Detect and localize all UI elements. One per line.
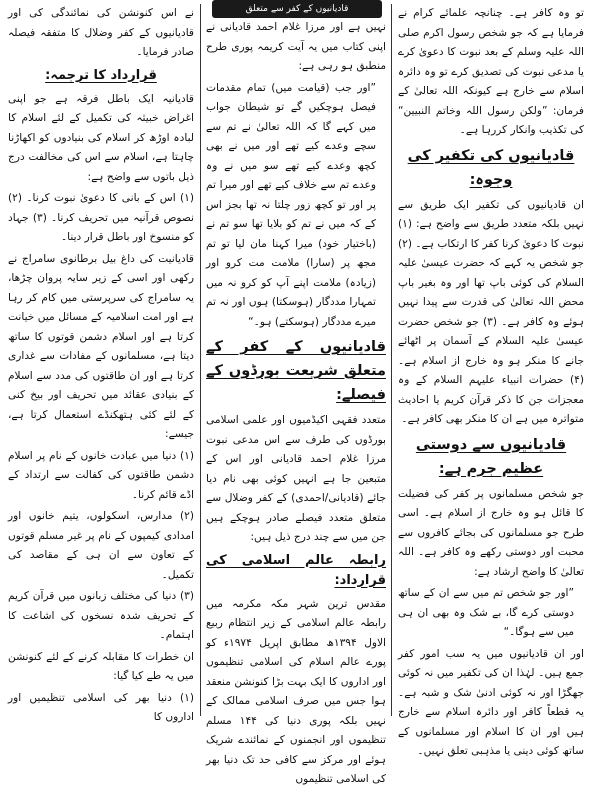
right-quote: ”اور جو شخص تم میں سے ان کے ساتھ دوستی کرے گا، بے شک وہ بھی ان ہی میں سے ہوگا۔“: [398, 587, 574, 638]
right-paragraph-1: تو وہ کافر ہے۔ چنانچہ علمائے کرام نے فرمایا ہے کہ جو شخص رسول اکرم صلی اللہ علیہ وسلم کے بعد نبوت کا دعویٰ کرے یا مدعی نبوت کی تصدیق کرے تو وہ دائرہ اسلام سے خارج ہے کیونکہ اللہ تعالیٰ کے فرمان: ”ولکن رسول اللہ وخاتم النبیین“ کی تکذیب وانکار کررہا ہے۔: [398, 7, 584, 136]
middle-paragraph-3: مقدس ترین شہر مکہ مکرمہ میں رابطہ عالم اسلامی کے زیر انتظام ربیع الاول ۱۳۹۴ھ مطابق اپریل ۱۹۷۴ء کو پورے عالم اسلام کی اسلامی تنظیموں اور اداروں کا ایک بہت بڑا کنونشن منعقد ہوا جس میں صرف اسلامی ممالک کے نہیں بلکہ پوری دنیا کی ۱۴۴ مسلم تنظیموں اور انجمنوں کے نمائندے شریک ہوئے اور مرکز سے کافی حد تک دنیا بھر کی اسلامی تنظیموں: [206, 597, 386, 785]
heading-friendship-crime: قادیانیوں سے دوستی عظیم جرم ہے:: [415, 436, 567, 477]
left-paragraph-2: قادیانیہ ایک باطل فرقہ ہے جو اپنی اغراض خبیثہ کی تکمیل کے لئے اسلام کا لبادہ اوڑھ کر اسلام کی بنیادوں کو اکھاڑنا چاہتا ہے، اسلام سے اس کی مخالفت درج ذیل باتوں سے واضح ہے:: [8, 92, 194, 183]
left-paragraph-1: نے اس کنونشن کی نمائندگی کی اور قادیانیوں کے کفر وضلال کا متفقہ فیصلہ صادر فرمایا۔: [8, 7, 194, 58]
middle-column: [200, 4, 392, 785]
heading-rabita-resolution: رابطہ عالم اسلامی کی قرارداد:: [206, 552, 386, 588]
right-paragraph-4: اور ان قادیانیوں میں یہ سب امور کفر جمع ہیں۔ لہٰذا ان کی تکفیر میں نہ کوئی جھگڑا اور نہ کوئی ادنیٰ شک و شبہ ہے۔ یہ قطعاً کافر اور دائرہ اسلام سے خارج ہیں اور ان کا اسلام اور مسلمانوں کے ساتھ کوئی دینی یا مذہبی تعلق نہیں۔: [398, 647, 584, 757]
left-column: [8, 4, 194, 723]
middle-quote: ”اور جب (قیامت میں) تمام مقدمات فیصل ہوچکیں گے تو شیطان جواب میں کہے گا کہ اللہ تعالیٰ نے تم سے سچے وعدے کیے تھے اور میں نے بھی کچھ وعدے کیے تھے سو میں نے وہ وعدے تم سے خلاف کیے تھے اور میرا تم پر اور تو کچھ زور چلتا نہ تھا بجز اس کے کہ میں نے تم کو بلایا تھا سو تم نے (باختیار خود) میرا کہنا مان لیا تو تم مجھ پر (سارا) ملامت مت کرو اور (زیادہ) ملامت اپنے آپ کو کرو نہ میں تمہارا مددگار (ہوسکتا) ہوں اور نہ تم میرے مددگار (ہوسکتے) ہو۔“: [206, 81, 376, 328]
left-paragraph-3: قادیانیت کی داغ بیل برطانوی سامراج نے رکھی اور اسی کے زیر سایہ پروان چڑھا، یہ سامراج کی سرپرستی میں کام کر رہا ہے اور امت اسلامیہ کے مسائل میں خیانت کرتا ہے اور اسلام دشمن قوتوں کا ساتھ دیتا ہے، مسلمانوں کے مفادات سے غداری کرتا ہے اور ان طاقتوں کی مدد سے اسلام کے بنیادی عقائد میں تحریف اور بیخ کنی کے لئے کئی ہتھکنڈے استعمال کرتا ہے، جیسے:: [8, 252, 194, 440]
left-list-3: (۲) مدارس، اسکولوں، یتیم خانوں اور امدادی کیمپوں کے نام پر غیر مسلم قوتوں کے تعاون سے ان ہی کے مقاصد کی تکمیل۔: [8, 510, 194, 581]
left-list-5: (۱) دنیا بھر کی اسلامی تنظیمیں اور اداروں کا: [8, 691, 194, 723]
middle-paragraph-2: متعدد فقہی اکیڈمیوں اور علمی اسلامی بورڈوں کی طرف سے اس مدعی نبوت مرزا غلام احمد قادیانی اور اس کے متبعین جا ہے انہیں کوئی بھی نام دیا جائے (قادیانی/احمدی) کے کفر وضلال سے متعلق متعدد فیصلے صادر ہوچکے ہیں جن میں سے چند درج ذیل ہیں:: [206, 414, 386, 543]
left-list-1: (۱) اس کے بانی کا دعویٰ نبوت کرنا۔ (۲) نصوص قرآنیہ میں تحریف کرنا۔ (۳) جہاد کو منسوخ اور باطل قرار دینا۔: [8, 192, 194, 243]
middle-paragraph-1: نہیں ہے اور مرزا غلام احمد قادیانی نے اپنی کتاب میں یہ آیت کریمہ پوری طرح منطبق ہو رہی ہے:: [206, 21, 386, 72]
heading-shariah-boards: قادیانیوں کے کفر کے متعلق شریعت بورڈوں کے فیصلے:: [206, 339, 386, 403]
right-paragraph-3: جو شخص مسلمانوں پر کفر کی فضیلت کا قائل ہو وہ خارج از اسلام ہے۔ اسی طرح جو مسلمانوں کی بجائے کافروں سے محبت اور دوستی رکھے وہ کافر ہے۔ اللہ تعالیٰ کا واضح ارشاد ہے:: [398, 487, 584, 578]
top-banner: [212, 0, 382, 18]
right-paragraph-2: ان قادیانیوں کی تکفیر ایک طریق سے نہیں بلکہ متعدد طریق سے واضح ہے: (۱) نبوت کا دعویٰ کرنا کفر کا ارتکاب ہے۔ (۲) جو شخص یہ کہے کہ حضرت عیسیٰ علیہ السلام کی کوئی باپ تھا اور وہ بغیر باپ محض اللہ تعالیٰ کی قدرت سے پیدا نہیں ہوئے وہ کافر ہے۔ (۳) جو شخص حضرت عیسیٰ علیہ السلام کے آسمان پر اٹھائے جانے کا منکر ہو وہ خارج از اسلام ہے۔ (۴) حضرات انبیاء علیہم السلام کے وہ معجزات جن کا ذکر قرآن کریم یا احادیث متواترہ میں ہے ان کا منکر بھی کافر ہے۔: [398, 198, 584, 425]
heading-resolution-translation: قرارداد کا ترجمہ:: [45, 67, 157, 83]
heading-takfir-reasons: قادیانیوں کی تکفیر کی وجوہ:: [407, 147, 575, 188]
banner-text: قادیانیوں کے کفر سے متعلق: [245, 4, 349, 14]
left-list-2: (۱) دنیا میں عبادت خانوں کے نام پر اسلام دشمن طاقتوں کی کفالت سے ارتداد کے اڈے قائم کرنا۔: [8, 449, 194, 501]
left-paragraph-4: ان خطرات کا مقابلہ کرنے کے لئے کنونشن میں یہ طے کیا گیا:: [8, 650, 194, 682]
right-column: [398, 4, 584, 757]
left-list-4: (۳) دنیا کی مختلف زبانوں میں قرآن کریم کے تحریف شدہ نسخوں کی اشاعت کا اہتمام۔: [8, 590, 194, 641]
